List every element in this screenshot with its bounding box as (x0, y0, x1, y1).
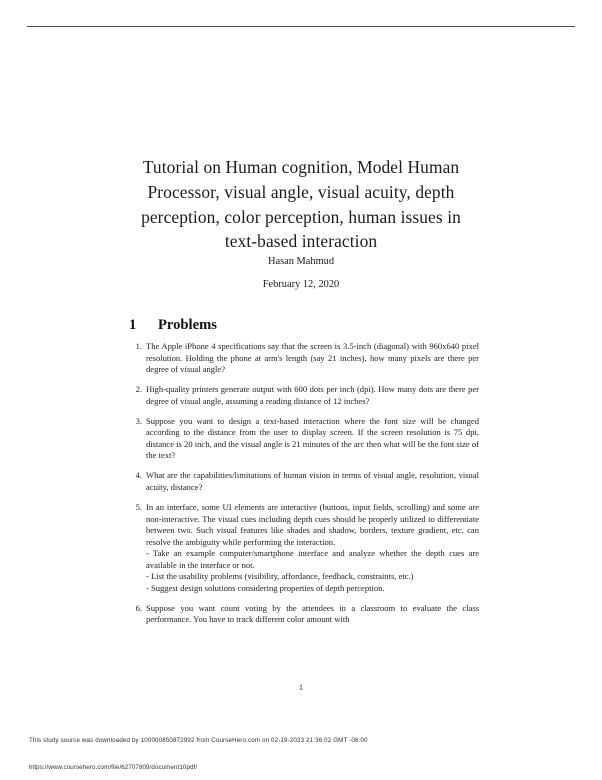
item-paragraph: Suppose you want count voting by the attendees in a classroom to evaluate the class performance. You have to track different color amount with (146, 602, 479, 625)
item-number: 6. (135, 602, 142, 613)
item-paragraph: The Apple iPhone 4 specifications say that the screen is 3.5-inch (diagonal) with 960x640 pixel resolution. Holding the phone at arm's length (say 21 inches), how many pixels are there per degree of visual angle? (146, 341, 479, 375)
list-item (129, 502, 479, 594)
section-title: Problems (158, 317, 217, 333)
item-paragraph: - Suggest design solutions considering properties of depth perception. (146, 582, 385, 593)
top-divider-rule (27, 26, 575, 27)
list-item (129, 416, 479, 462)
item-paragraph: In an interface, some UI elements are interactive (buttons, input fields, scrolling) and some are non-interactive. The visual cues including depth cues should be properly utilized to differentiate between two. Such visual features like shades and shadow, borders, texture gradient, etc. can resolve the ambiguity while performing the interaction. (146, 502, 479, 547)
item-paragraph: Suppose you want to design a text-based interaction where the font size will be changed according to the distance from the user to display screen. If the screen resolution is 75 dpi, distance is 20 inch, and the visual angle is 21 minutes of the arc then what will be the font size of the text? (146, 415, 479, 461)
item-paragraph: - List the usability problems (visibility, affordance, feedback, constraints, etc.) (146, 571, 414, 582)
item-number: 2. (135, 384, 142, 395)
publication-date: February 12, 2020 (262, 279, 340, 290)
list-item (129, 341, 479, 376)
list-item (129, 384, 479, 407)
list-item (129, 470, 479, 493)
author-name: Hasan Mahmud (267, 256, 335, 267)
page-number: 1 (298, 682, 304, 692)
problems-list (129, 341, 479, 634)
download-watermark-note: This study source was downloaded by 100000850872992 from CourseHero.com on 02-19-2023 21:36:02 GMT -06:00 (29, 737, 368, 744)
list-item (129, 603, 479, 626)
item-number: 3. (135, 415, 142, 426)
section-number: 1 (129, 317, 137, 333)
item-paragraph: What are the capabilities/limitations of human vision in terms of visual angle, resolution, visual acuity, distance? (146, 470, 479, 492)
source-url-link[interactable]: https://www.coursehero.com/file/62707809/document10pdf/ (29, 764, 198, 771)
item-number: 4. (135, 470, 142, 481)
section-heading (129, 317, 479, 334)
item-paragraph: - Take an example computer/smartphone interface and analyze whether the depth cues are available in the interface or not. (146, 548, 479, 570)
page-title: Tutorial on Human cognition, Model Human Processor, visual angle, visual acuity, depth perception, color perception, human issues in text-based interaction (141, 157, 461, 252)
item-paragraph: High-quality printers generate output with 600 dots per inch (dpi). How many dots are there per degree of visual angle, assuming a reading distance of 12 inches? (146, 384, 479, 406)
item-number: 5. (135, 502, 142, 513)
item-number: 1. (135, 341, 142, 351)
